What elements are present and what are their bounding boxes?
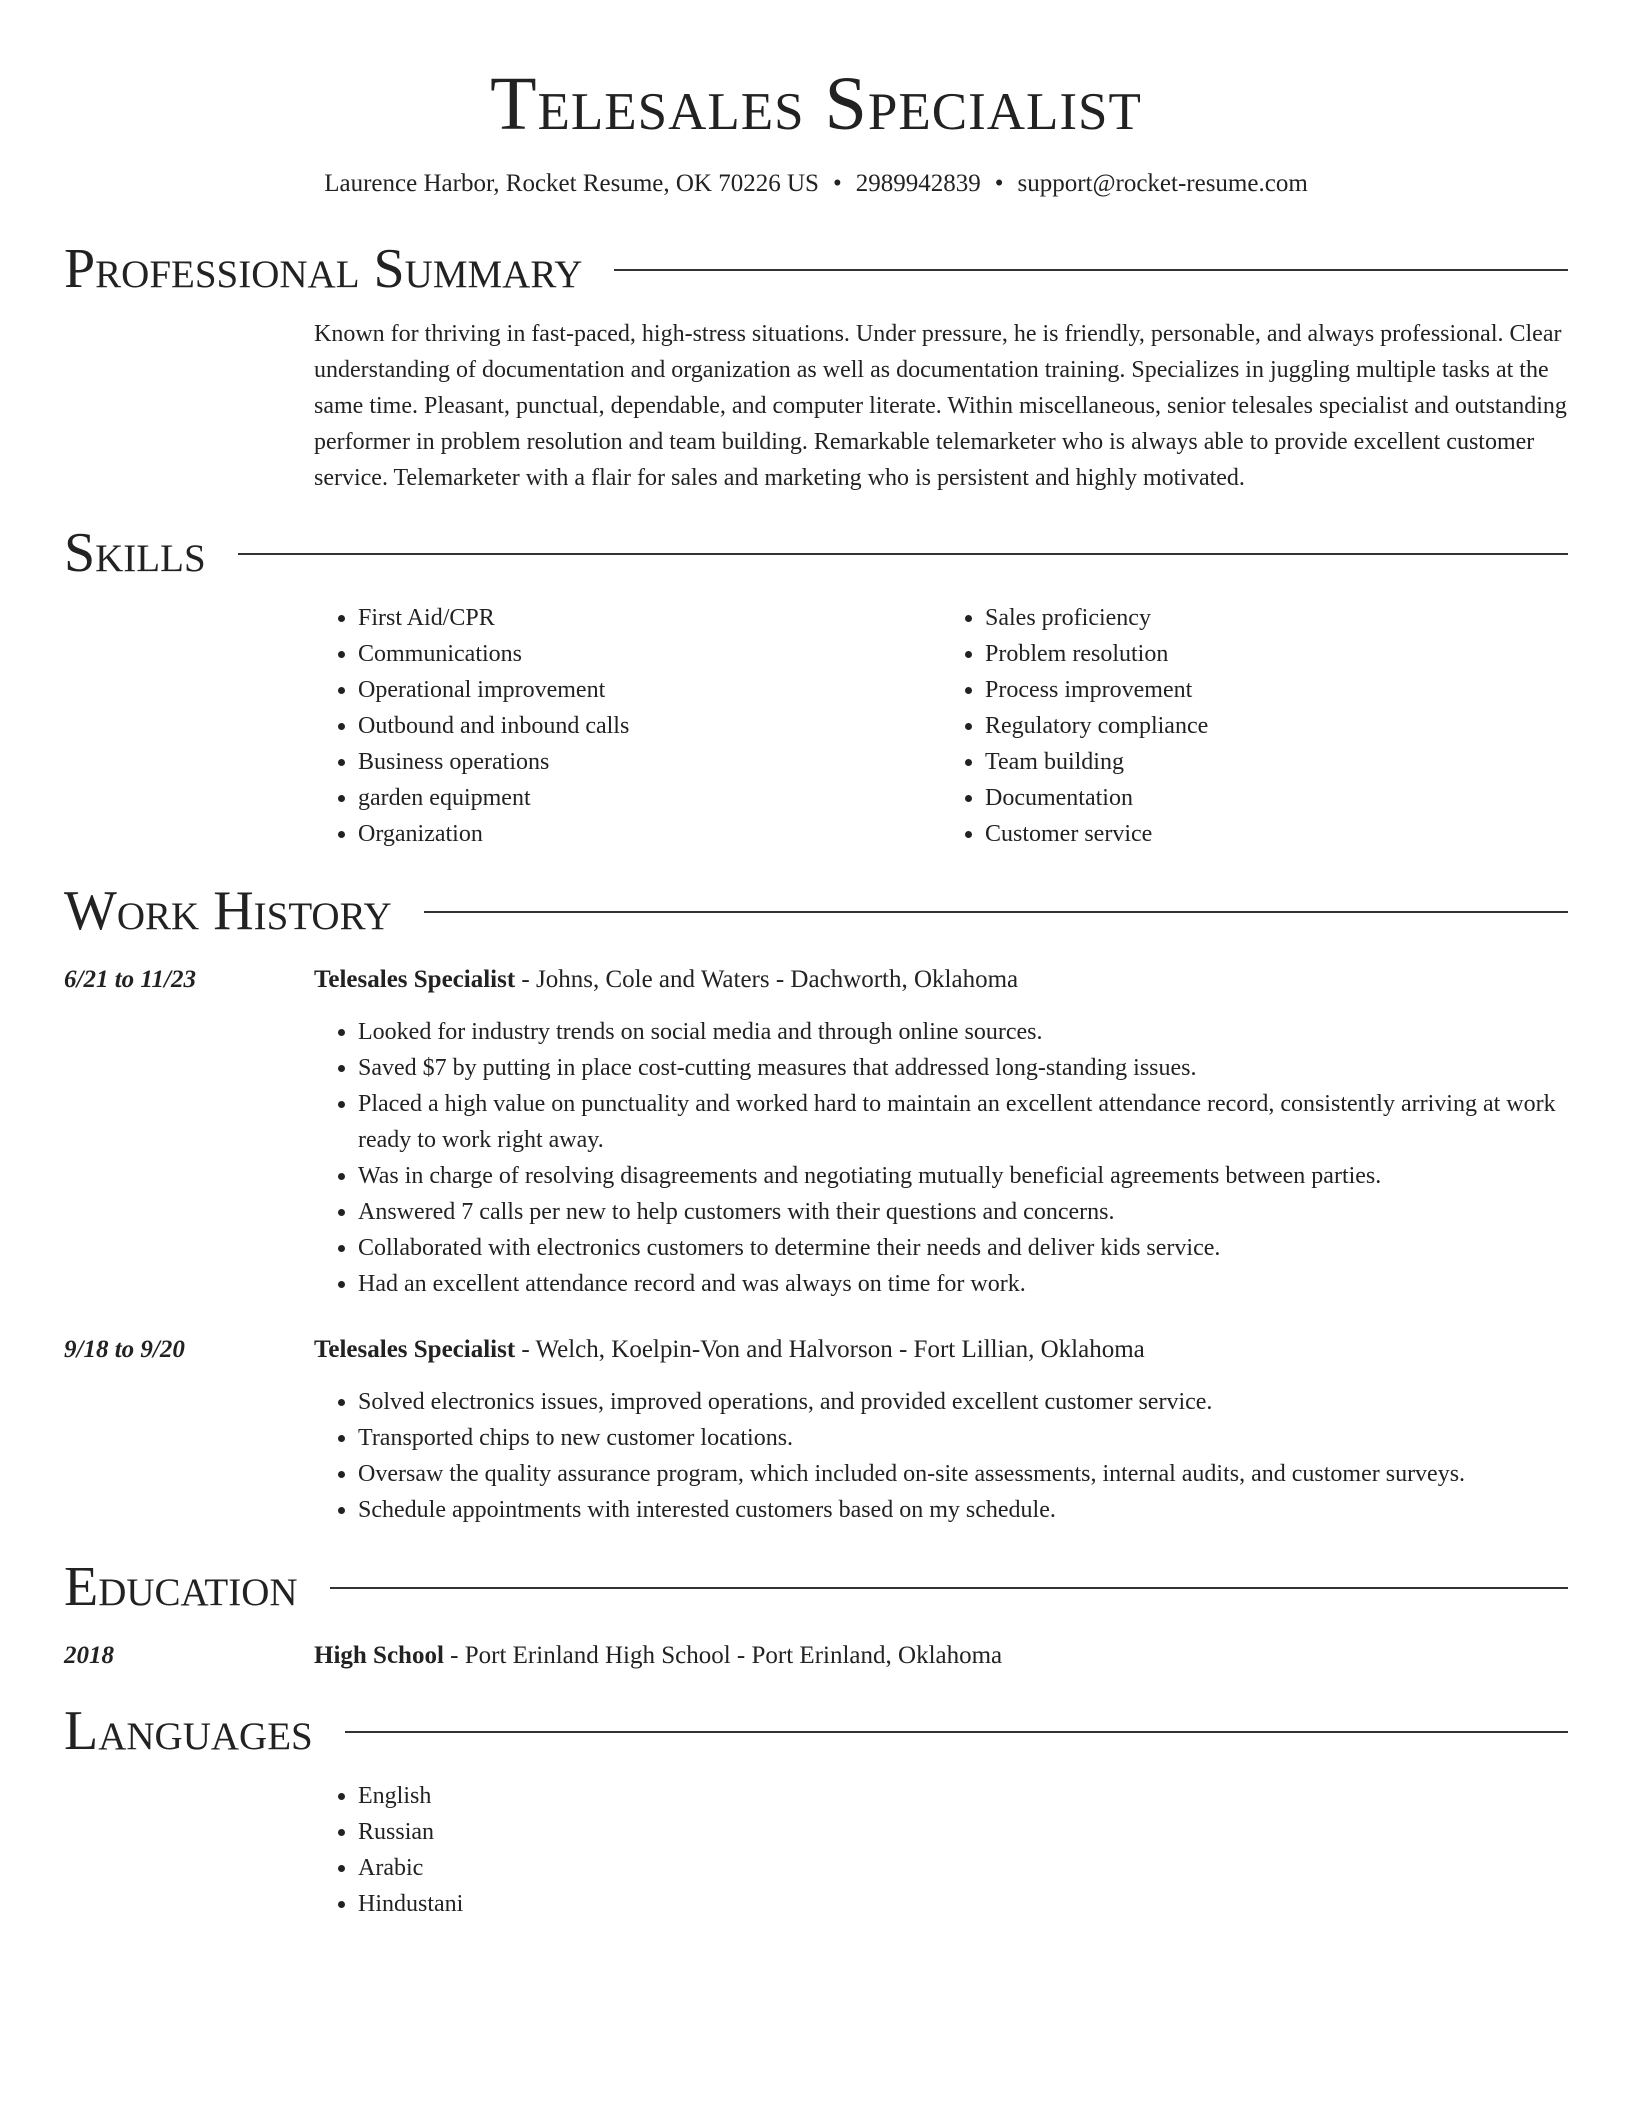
skill-item: • Documentation bbox=[985, 780, 1568, 816]
section-divider bbox=[614, 269, 1568, 271]
summary-text: Known for thriving in fast-paced, high-stress situations. Under pressure, he is friendly, personable, and always professional. Clear understanding of documentation and organization as well as documentation training. Specializes in juggling multiple tasks at the same time. Pleasant, punctual, dependable, and computer literate. Within miscellaneous, senior telesales specialist and outstanding performer in problem resolution and team building. Remarkable telemarketer who is always able to provide excellent customer service. Telemarketer with a flair for sales and marketing who is persistent and highly motivated. bbox=[314, 321, 1567, 491]
job-entry bbox=[64, 1332, 1568, 1528]
skill-item: • Process improvement bbox=[985, 672, 1568, 708]
skill-item: • First Aid/CPR bbox=[358, 600, 941, 636]
education-details: - Port Erinland High School - Port Erinland, Oklahoma bbox=[443, 1642, 1003, 1669]
skill-item: • Problem resolution bbox=[985, 636, 1568, 672]
summary-section-title: Professional Summary bbox=[64, 238, 583, 300]
job-dates: 6/21 to 11/23 bbox=[64, 966, 196, 993]
job-bullets bbox=[314, 1384, 1568, 1528]
skills-section-title: Skills bbox=[64, 522, 206, 584]
skills-column-right bbox=[941, 600, 1568, 852]
job-role: Telesales Specialist bbox=[314, 966, 516, 993]
resume-name-title: Telesales Specialist bbox=[490, 62, 1142, 146]
languages-bullets bbox=[314, 1778, 1568, 1922]
skill-item: • Organization bbox=[358, 816, 941, 852]
education-degree: High School bbox=[314, 1642, 444, 1669]
skills-column-left bbox=[314, 600, 941, 852]
job-details: - Johns, Cole and Waters - Dachworth, Oklahoma bbox=[515, 966, 1019, 993]
job-bullet: • Placed a high value on punctuality and worked hard to maintain an excellent attendance record, consistently arriving at work ready to work right away. bbox=[358, 1086, 1568, 1158]
skill-item: • Sales proficiency bbox=[985, 600, 1568, 636]
section-divider bbox=[330, 1587, 1568, 1589]
education-line bbox=[314, 1638, 1568, 1674]
education-section-title: Education bbox=[64, 1556, 298, 1618]
skill-item: • Operational improvement bbox=[358, 672, 941, 708]
skill-item: • Team building bbox=[985, 744, 1568, 780]
skill-item: • Communications bbox=[358, 636, 941, 672]
job-role: Telesales Specialist bbox=[314, 1336, 516, 1363]
job-bullet: • Saved $7 by putting in place cost-cutting measures that addressed long-standing issues. bbox=[358, 1050, 1568, 1086]
contact-email: support@rocket-resume.com bbox=[1017, 170, 1308, 197]
job-title-line bbox=[314, 1332, 1568, 1368]
section-divider bbox=[238, 553, 1568, 555]
job-bullet: • Looked for industry trends on social media and through online sources. bbox=[358, 1014, 1568, 1050]
education-entry bbox=[64, 1638, 1568, 1674]
summary-section-header bbox=[64, 238, 1568, 300]
job-bullet: • Transported chips to new customer locations. bbox=[358, 1420, 1568, 1456]
language-item: • Russian bbox=[358, 1814, 1568, 1850]
skill-item: • garden equipment bbox=[358, 780, 941, 816]
education-section-header bbox=[64, 1556, 1568, 1618]
contact-phone: 2989942839 bbox=[855, 170, 981, 197]
contact-separator: • bbox=[994, 170, 1004, 197]
job-bullet: • Answered 7 calls per new to help customers with their questions and concerns. bbox=[358, 1194, 1568, 1230]
languages-section-header bbox=[64, 1700, 1568, 1762]
skill-item: • Regulatory compliance bbox=[985, 708, 1568, 744]
contact-separator: • bbox=[832, 170, 842, 197]
education-year: 2018 bbox=[64, 1642, 114, 1669]
job-bullet: • Was in charge of resolving disagreements and negotiating mutually beneficial agreements between parties. bbox=[358, 1158, 1568, 1194]
languages-section-title: Languages bbox=[64, 1700, 313, 1762]
work-section-header bbox=[64, 880, 1568, 942]
skill-item: • Outbound and inbound calls bbox=[358, 708, 941, 744]
job-details: - Welch, Koelpin-Von and Halvorson - Fort Lillian, Oklahoma bbox=[515, 1336, 1145, 1363]
job-bullet: • Schedule appointments with interested customers based on my schedule. bbox=[358, 1492, 1568, 1528]
section-divider bbox=[345, 1731, 1568, 1733]
job-bullet: • Collaborated with electronics customers to determine their needs and deliver kids service. bbox=[358, 1230, 1568, 1266]
section-divider bbox=[424, 911, 1568, 913]
job-dates: 9/18 to 9/20 bbox=[64, 1336, 185, 1363]
job-entry bbox=[64, 962, 1568, 1302]
language-item: • Arabic bbox=[358, 1850, 1568, 1886]
skill-item: • Customer service bbox=[985, 816, 1568, 852]
work-section-title: Work History bbox=[64, 880, 392, 942]
skill-item: • Business operations bbox=[358, 744, 941, 780]
skills-list bbox=[64, 584, 1568, 852]
job-bullet: • Had an excellent attendance record and was always on time for work. bbox=[358, 1266, 1568, 1302]
languages-list bbox=[64, 1762, 1568, 1922]
job-bullet: • Solved electronics issues, improved operations, and provided excellent customer service. bbox=[358, 1384, 1568, 1420]
job-bullets bbox=[314, 1014, 1568, 1302]
contact-line bbox=[64, 168, 1568, 200]
contact-address: Laurence Harbor, Rocket Resume, OK 70226 US bbox=[324, 170, 819, 197]
job-title-line bbox=[314, 962, 1568, 998]
job-bullet: • Oversaw the quality assurance program, which included on-site assessments, internal audits, and customer surveys. bbox=[358, 1456, 1568, 1492]
language-item: • English bbox=[358, 1778, 1568, 1814]
language-item: • Hindustani bbox=[358, 1886, 1568, 1922]
skills-section-header bbox=[64, 522, 1568, 584]
